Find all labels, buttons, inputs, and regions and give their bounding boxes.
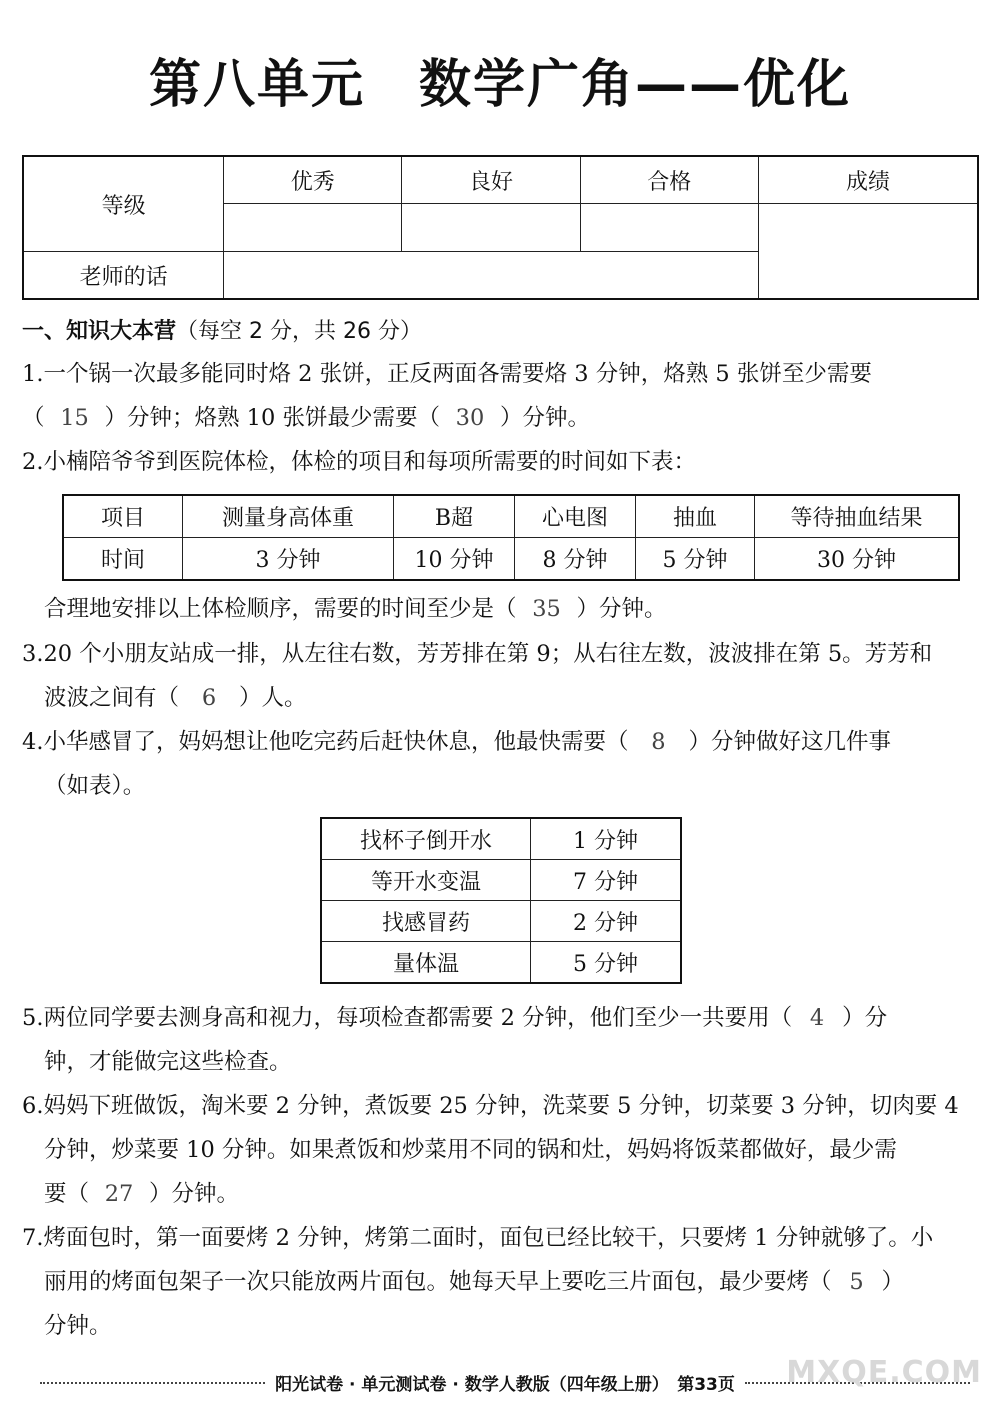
grade-pass-cell[interactable] xyxy=(580,204,758,252)
task-name: 找杯子倒开水 xyxy=(321,818,531,860)
checkup-header-ecg: 心电图 xyxy=(515,495,636,538)
grade-good: 良好 xyxy=(402,156,580,204)
q3-line2 xyxy=(22,676,980,720)
section-heading xyxy=(22,314,422,345)
task-name: 等开水变温 xyxy=(321,860,531,901)
checkup-time-ultrasound: 10 分钟 xyxy=(394,538,515,581)
q7-answer[interactable]: 5 xyxy=(849,1269,864,1295)
grade-pass: 合格 xyxy=(580,156,758,204)
page-title: 第八单元 数学广角——优化 xyxy=(148,55,851,115)
q7-line2 xyxy=(22,1260,980,1304)
q2-before: 合理地安排以上体检顺序，需要的时间至少是（ xyxy=(44,596,517,622)
task-time: 1 分钟 xyxy=(531,818,682,860)
checkup-header-wait: 等待抽血结果 xyxy=(755,495,960,538)
q1-answer-1[interactable]: 15 xyxy=(60,405,89,431)
section-note: （每空 2 分，共 26 分） xyxy=(176,319,422,344)
q6-line1: 6.妈妈下班做饭，淘米要 2 分钟，煮饭要 25 分钟，洗菜要 5 分钟，切菜要 3 分钟，切肉要 4 xyxy=(22,1093,959,1119)
footer-divider-left xyxy=(40,1382,265,1384)
q2-after: ）分钟。 xyxy=(576,596,667,622)
q7-line3: 分钟。 xyxy=(44,1313,112,1339)
checkup-header-height-weight: 测量身高体重 xyxy=(183,495,394,538)
checkup-time-ecg: 8 分钟 xyxy=(515,538,636,581)
watermark-logo: MXQE.COM xyxy=(786,1355,982,1390)
q3-line1: 3.20 个小朋友站成一排，从左往右数，芳芳排在第 9；从右往左数，波波排在第 5。芳芳和 xyxy=(22,641,933,667)
checkup-header-ultrasound: B超 xyxy=(394,495,515,538)
checkup-table xyxy=(62,494,960,581)
q4-after: ）分钟做好这几件事 xyxy=(688,729,891,755)
footer-text: 阳光试卷 · 单元测试卷 · 数学人教版（四年级上册） 第33页 xyxy=(275,1375,735,1395)
q4-before: 4.小华感冒了，妈妈想让他吃完药后赶快休息，他最快需要（ xyxy=(22,729,629,755)
checkup-header-blood: 抽血 xyxy=(636,495,755,538)
q4-line2: （如表）。 xyxy=(44,773,146,799)
grade-excellent: 优秀 xyxy=(224,156,402,204)
checkup-time-blood: 5 分钟 xyxy=(636,538,755,581)
section-title: 一、知识大本营 xyxy=(22,319,177,344)
q1-line2 xyxy=(22,396,980,440)
question-1 xyxy=(22,352,980,440)
q7-after: ） xyxy=(881,1269,905,1295)
checkup-time-wait: 30 分钟 xyxy=(755,538,960,581)
q5-before: 5.两位同学要去测身高和视力，每项检查都需要 2 分钟，他们至少一共要用（ xyxy=(22,1005,793,1031)
q6-line2: 分钟，炒菜要 10 分钟。如果煮饭和炒菜用不同的锅和灶，妈妈将饭菜都做好，最少需 xyxy=(44,1137,897,1163)
q1-end: ）分钟。 xyxy=(499,405,590,431)
q5-line2: 钟，才能做完这些检查。 xyxy=(44,1049,292,1075)
task-time: 5 分钟 xyxy=(531,942,682,984)
task-time: 7 分钟 xyxy=(531,860,682,901)
q3-after: ）人。 xyxy=(239,685,307,711)
task-time: 2 分钟 xyxy=(531,901,682,942)
q2-answer[interactable]: 35 xyxy=(532,596,561,622)
q6-after: ）分钟。 xyxy=(149,1181,240,1207)
q6-answer[interactable]: 27 xyxy=(104,1181,134,1207)
grade-excellent-cell[interactable] xyxy=(224,204,402,252)
q7-line1: 7.烤面包时，第一面要烤 2 分钟，烤第二面时，面包已经比较干，只要烤 1 分钟就够了。小 xyxy=(22,1225,934,1251)
task-name: 找感冒药 xyxy=(321,901,531,942)
q6-before: 要（ xyxy=(44,1181,90,1207)
q1-line1: 1.一个锅一次最多能同时烙 2 张饼，正反两面各需要烙 3 分钟，烙熟 5 张饼至少需要 xyxy=(22,361,872,387)
q3-answer[interactable]: 6 xyxy=(201,685,217,711)
teacher-comment-cell[interactable] xyxy=(224,252,759,300)
q5-line1 xyxy=(22,996,980,1040)
question-6 xyxy=(22,1084,980,1216)
teacher-label: 老师的话 xyxy=(23,252,224,300)
q1-answer-2[interactable]: 30 xyxy=(455,405,485,431)
checkup-time-label: 时间 xyxy=(63,538,183,581)
table-row xyxy=(321,860,681,901)
score-cell[interactable] xyxy=(758,204,978,300)
q5-after: ）分 xyxy=(842,1005,888,1031)
q3-before: 波波之间有（ xyxy=(44,685,180,711)
q4-line1 xyxy=(22,720,980,764)
q1-mid: ）分钟；烙熟 10 张饼最少需要（ xyxy=(104,405,440,431)
grade-good-cell[interactable] xyxy=(402,204,580,252)
question-2: 2.小楠陪爷爷到医院体检，体检的项目和每项所需要的时间如下表： xyxy=(22,449,696,475)
task-name: 量体温 xyxy=(321,942,531,984)
table-row xyxy=(321,901,681,942)
q2-answer-line xyxy=(22,587,1000,631)
grade-score: 成绩 xyxy=(758,156,978,204)
q7-before: 丽用的烤面包架子一次只能放两片面包。她每天早上要吃三片面包，最少要烤（ xyxy=(44,1269,832,1295)
q5-answer[interactable]: 4 xyxy=(809,1005,825,1031)
grade-table xyxy=(22,155,979,300)
question-7 xyxy=(22,1216,980,1348)
table-row xyxy=(321,942,681,984)
checkup-time-height-weight: 3 分钟 xyxy=(183,538,394,581)
checkup-header-item: 项目 xyxy=(63,495,183,538)
question-3 xyxy=(22,632,980,720)
task-table xyxy=(320,817,682,984)
question-5 xyxy=(22,996,980,1084)
table-row xyxy=(321,818,681,860)
q4-answer[interactable]: 8 xyxy=(651,729,666,755)
q1-paren: （ xyxy=(22,405,45,431)
grade-label: 等级 xyxy=(23,156,224,252)
question-4 xyxy=(22,720,980,808)
q6-line3 xyxy=(22,1172,980,1216)
